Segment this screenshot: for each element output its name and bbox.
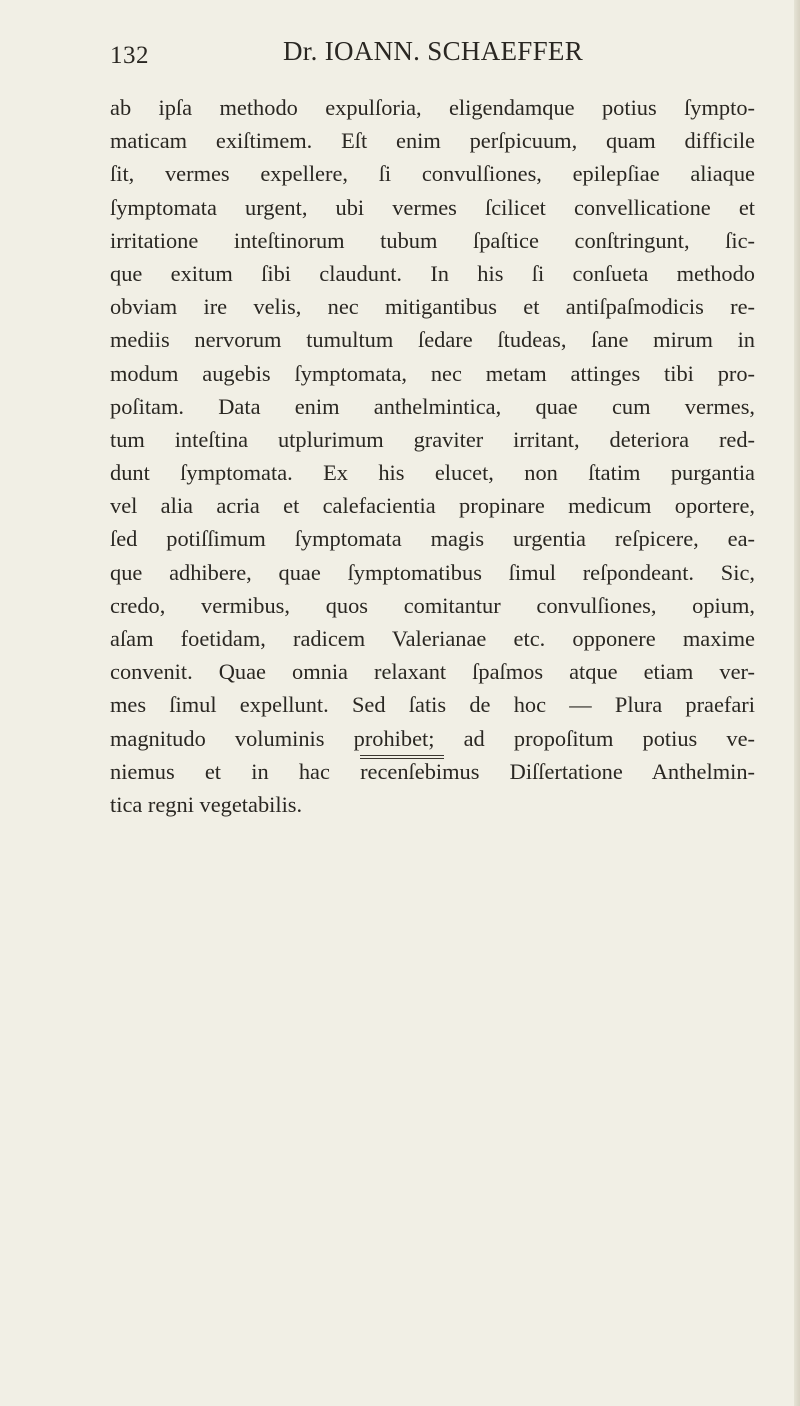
text-line: vel alia acria et calefacientia propinare medicum oportere, <box>110 493 755 519</box>
running-head-title: Dr. IOANN. SCHAEFFER <box>283 36 584 66</box>
page-edge <box>794 0 800 1406</box>
text-line: mediis nervorum tumultum ſedare ſtudeas, ſane mirum in <box>110 327 755 353</box>
text-line: maticam exiſtimem. Eſt enim perſpicuum, quam difficile <box>110 128 755 154</box>
text-line: dunt ſymptomata. Ex his elucet, non ſtatim purgantia <box>110 460 755 486</box>
rule-line <box>360 755 444 756</box>
text-line: ſymptomata urgent, ubi vermes ſcilicet convellicatione et <box>110 194 755 220</box>
text-line: niemus et in hac recenſebimus Diſſertatione Anthelmin- <box>110 758 755 784</box>
text-line: aſam foetidam, radicem Valerianae etc. opponere maxime <box>110 626 755 651</box>
text-line: tum inteſtina utplurimum graviter irritant, deteriora red- <box>110 426 755 452</box>
text-line: que adhibere, quae ſymptomatibus ſimul reſpondeant. Sic, <box>110 559 755 585</box>
body-paragraph <box>110 91 755 821</box>
text-line: mes ſimul expellunt. Sed ſatis de hoc — Plura praefari <box>110 692 755 718</box>
text-line: ſit, vermes expellere, ſi convulſiones, epilepſiae aliaque <box>110 161 755 187</box>
text-line: ab ipſa methodo expulſoria, eligendamque potius ſympto- <box>110 95 755 120</box>
text-line: obviam ire velis, nec mitigantibus et antiſpaſmodicis re- <box>110 294 755 320</box>
text-line: irritatione inteſtinorum tubum ſpaſtice conſtringunt, ſic- <box>110 227 755 253</box>
text-line: modum augebis ſymptomata, nec metam attinges tibi pro- <box>110 360 755 386</box>
text-line: poſitam. Data enim anthelmintica, quae cum vermes, <box>110 393 755 419</box>
text-line: que exitum ſibi claudunt. In his ſi conſueta methodo <box>110 260 755 286</box>
text-line: convenit. Quae omnia relaxant ſpaſmos atque etiam ver- <box>110 659 755 685</box>
running-head <box>110 36 710 76</box>
section-end-rule <box>360 755 444 759</box>
text-line: magnitudo voluminis prohibet; ad propoſitum potius ve- <box>110 725 755 751</box>
text-line: credo, vermibus, quos comitantur convulſiones, opium, <box>110 592 755 618</box>
text-line: ſed potiſſimum ſymptomata magis urgentia reſpicere, ea- <box>110 526 755 552</box>
rule-line <box>360 758 444 759</box>
text-line: tica regni vegetabilis. <box>110 791 303 817</box>
page-number: 132 <box>110 42 149 69</box>
